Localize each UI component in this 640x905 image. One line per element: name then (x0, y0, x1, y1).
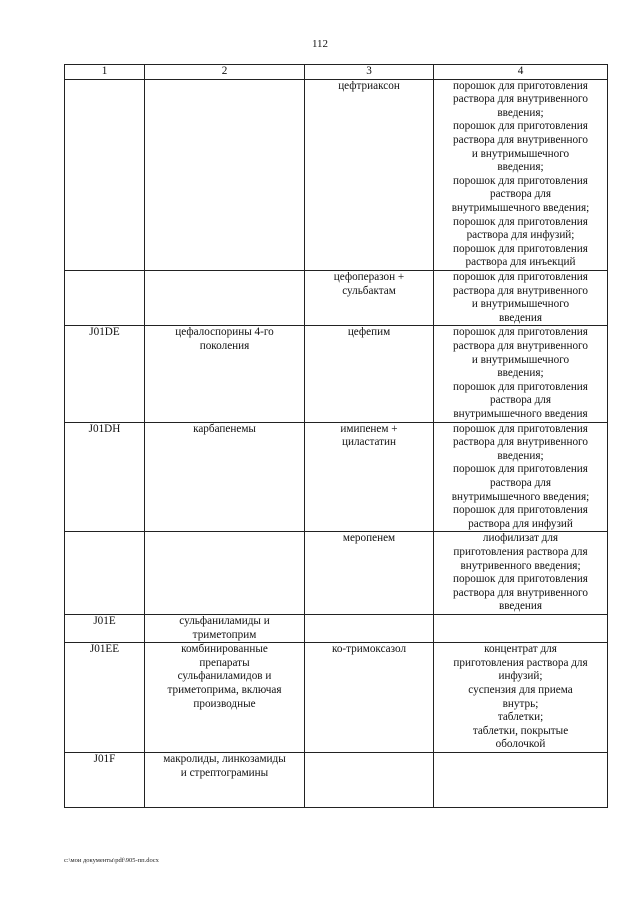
dosage-forms-cell (434, 643, 608, 753)
cell-text-line: введения; (497, 106, 544, 119)
cell-text-line: раствора для внутривенного (453, 93, 588, 106)
cell-text-line: цефтриаксон (338, 79, 400, 92)
code-cell (65, 326, 145, 422)
cell-text-line: цефоперазон + (333, 270, 405, 283)
cell-text-line: внутривенного введения; (460, 559, 581, 572)
cell-text-line: таблетки; (497, 711, 544, 724)
code-cell (65, 270, 145, 325)
drug-cell (305, 643, 434, 753)
cell-text-line: порошок для приготовления (453, 504, 588, 517)
code-cell (65, 422, 145, 532)
code-cell (65, 614, 145, 642)
drug-table (64, 64, 608, 808)
cell-text-line: карбапенемы (193, 422, 256, 435)
cell-text-line: раствора для внутривенного (453, 339, 588, 352)
cell-text-line: инфузий; (498, 670, 543, 683)
cell-text-line: цефалоспорины 4-го (175, 326, 274, 339)
header-row (65, 65, 608, 80)
table-row (65, 614, 608, 642)
drug-cell (305, 614, 434, 642)
footer-file-path: c:\мои документы\pdf\905-пп.docx (64, 857, 159, 864)
table-row (65, 270, 608, 325)
drug-cell (305, 422, 434, 532)
cell-text-line: порошок для приготовления (453, 326, 588, 339)
group-cell (145, 643, 305, 753)
cell-text-line: таблетки, покрытые (472, 724, 569, 737)
cell-text-line: лиофилизат для (482, 532, 559, 545)
cell-text-line: приготовления раствора для (453, 656, 588, 669)
dosage-forms-cell (434, 752, 608, 807)
cell-text-line: порошок для приготовления (453, 174, 588, 187)
cell-text-line: приготовления раствора для (453, 545, 588, 558)
cell-text-line: порошок для приготовления (453, 79, 588, 92)
cell-text-line: циластатин (341, 436, 397, 449)
drug-cell (305, 326, 434, 422)
group-cell (145, 532, 305, 615)
cell-text-line: порошок для приготовления (453, 573, 588, 586)
cell-text-line: внутрь; (502, 697, 539, 710)
code-cell (65, 79, 145, 270)
drug-cell (305, 532, 434, 615)
cell-text-line: суспензия для приема (468, 683, 573, 696)
cell-text-line: оболочкой (495, 738, 546, 751)
header-cell-4: 4 (434, 65, 608, 80)
dosage-forms-cell (434, 532, 608, 615)
cell-text-line: раствора для (490, 394, 551, 407)
cell-text-line: имипенем + (340, 422, 398, 435)
cell-text-line: комбинированные (181, 643, 268, 656)
table-row (65, 79, 608, 270)
cell-text-line: введения (498, 311, 543, 324)
cell-text-line: макролиды, линкозамиды (163, 752, 286, 765)
cell-text-line: и внутримышечного (471, 147, 570, 160)
cell-text-line: порошок для приготовления (453, 270, 588, 283)
table-row (65, 643, 608, 753)
cell-text-line: порошок для приготовления (453, 215, 588, 228)
group-cell (145, 270, 305, 325)
code-cell (65, 752, 145, 807)
cell-text-line: раствора для (490, 476, 551, 489)
cell-text-line: раствора для внутривенного (453, 133, 588, 146)
table-row (65, 326, 608, 422)
cell-text-line: концентрат для (484, 643, 557, 656)
code-cell (65, 643, 145, 753)
dosage-forms-cell (434, 614, 608, 642)
cell-text-line: раствора для инъекций (465, 256, 576, 269)
cell-text-line: раствора для внутривенного (453, 284, 588, 297)
cell-text-line: введения (498, 600, 543, 613)
cell-text-line: порошок для приготовления (453, 120, 588, 133)
table-row (65, 532, 608, 615)
cell-text-line: раствора для внутривенного (453, 436, 588, 449)
dosage-forms-cell (434, 270, 608, 325)
drug-cell (305, 270, 434, 325)
group-cell (145, 326, 305, 422)
table-row (65, 422, 608, 532)
cell-text-line: препараты (199, 656, 250, 669)
cell-text-line: ко-тримоксазол (331, 643, 407, 656)
cell-text-line: триметоприм (192, 628, 257, 641)
cell-text-line: J01F (93, 752, 116, 765)
cell-text-line: раствора для инфузий; (466, 229, 575, 242)
drug-cell (305, 752, 434, 807)
cell-text-line: раствора для (490, 188, 551, 201)
cell-text-line: поколения (199, 339, 250, 352)
cell-text-line: сульфаниламидов и (177, 670, 272, 683)
cell-text-line: введения; (497, 367, 544, 380)
cell-text-line: и внутримышечного (471, 298, 570, 311)
dosage-forms-cell (434, 326, 608, 422)
group-cell (145, 79, 305, 270)
cell-text-line: введения; (497, 449, 544, 462)
cell-text-line: J01E (93, 614, 116, 627)
cell-text-line: порошок для приготовления (453, 463, 588, 476)
cell-text-line: J01DH (88, 422, 121, 435)
cell-text-line: порошок для приготовления (453, 422, 588, 435)
cell-text-line: раствора для инфузий (468, 517, 573, 530)
cell-text-line: и внутримышечного (471, 353, 570, 366)
cell-text-line: раствора для внутривенного (453, 586, 588, 599)
group-cell (145, 422, 305, 532)
cell-text-line: внутримышечного введения (453, 407, 588, 420)
cell-text-line: порошок для приготовления (453, 242, 588, 255)
cell-text-line: цефепим (347, 326, 391, 339)
cell-text-line: J01EE (89, 643, 120, 656)
cell-text-line: J01DE (89, 326, 120, 339)
cell-text-line: меропенем (342, 532, 396, 545)
header-cell-3: 3 (305, 65, 434, 80)
cell-text-line: триметоприма, включая (167, 683, 282, 696)
dosage-forms-cell (434, 422, 608, 532)
cell-text-line: внутримышечного введения; (451, 490, 590, 503)
page-number: 112 (311, 38, 329, 50)
cell-text-line: сульфаниламиды и (179, 614, 270, 627)
group-cell (145, 752, 305, 807)
drug-cell (305, 79, 434, 270)
cell-text-line: и стрептограмины (180, 766, 269, 779)
table-body (65, 79, 608, 808)
code-cell (65, 532, 145, 615)
cell-text-line: сульбактам (342, 284, 396, 297)
header-cell-1: 1 (65, 65, 145, 80)
table-row (65, 752, 608, 807)
cell-text-line: порошок для приготовления (453, 380, 588, 393)
group-cell (145, 614, 305, 642)
header-cell-2: 2 (145, 65, 305, 80)
dosage-forms-cell (434, 79, 608, 270)
cell-text-line: введения; (497, 161, 544, 174)
cell-text-line: внутримышечного введения; (451, 201, 590, 214)
cell-text-line: производные (193, 697, 256, 710)
